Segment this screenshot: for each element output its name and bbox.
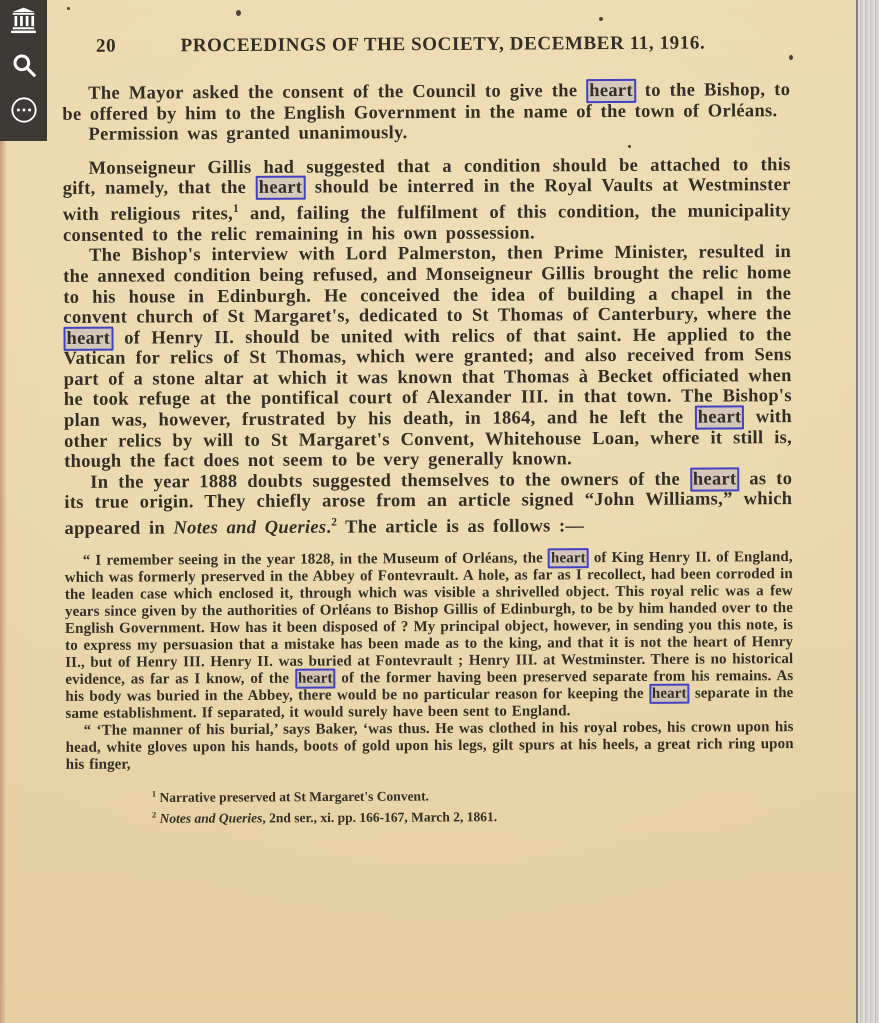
book-page-scan <box>62 32 794 828</box>
ink-speck <box>628 145 631 148</box>
more-options-icon[interactable] <box>9 96 39 124</box>
search-highlight: heart <box>690 467 740 491</box>
search-icon[interactable] <box>9 52 39 80</box>
running-title: PROCEEDINGS OF THE SOCIETY, DECEMBER 11, 1916. <box>180 32 706 57</box>
page-left-fold-edge <box>0 0 7 1023</box>
footnote-marker: 2 <box>331 516 338 529</box>
quote-paragraph: “ I remember seeing in the year 1828, in the Museum of Orléans, the heart of King Henry II. of England, which was formerly preserved in the Abbey of Fontevrault. A hole, as far as I recollect, had been corroded in the leaden case which enclosed it, through which was visible a shrivelled object. This royal relic was a few years since given by the authorities of Orléans to Bishop Gillis of Edinburgh, to be by him handed over to the English Government. How has it been disposed of ? My principal object, however, in sending you this note, is to express my persuasion that a mistake has been made as to the king, and that it is not the heart of Henry II., but of Henry III. Henry II. was buried at Fontevrault ; Henry III. at Westminster. There is no historical evidence, as far as I know, of the heart of the former having been preserved separate from his remains. As his body was buried in the Abbey, there would be no particular reason for keeping the heart separate in the same establishment. If separated, it would surely have been sent to England. <box>64 548 794 722</box>
paragraph: Monseigneur Gillis had suggested that a condition should be attached to this gift, namely, that the heart should be interred in the Royal Vaults at Westminster with religious rites,$^1$ and, failing the fulfilment of this condition, the municipality consented to the relic remaining in his own possession. <box>62 154 791 246</box>
search-highlight: heart <box>649 683 690 703</box>
page-number: 20 <box>95 35 117 57</box>
page-edge-stack[interactable] <box>856 0 879 1023</box>
footnote-marker: 1 <box>232 202 239 215</box>
italic-text: Notes and Queries <box>173 517 327 539</box>
footnote: $^1$ Narrative preserved at St Margaret's Convent. <box>151 788 429 805</box>
ink-speck <box>599 17 603 21</box>
search-highlight: heart <box>295 668 336 688</box>
internet-archive-logo-icon[interactable] <box>9 7 39 35</box>
footnote: $^2$ Notes and Queries, 2nd ser., xi. pp. 166-167, March 2, 1861. <box>151 808 498 826</box>
search-highlight: heart <box>548 548 589 568</box>
search-highlight: heart <box>586 79 636 103</box>
ink-speck <box>236 10 241 16</box>
footnotes <box>66 782 794 828</box>
search-highlight: heart <box>63 326 113 350</box>
ink-speck <box>789 55 793 60</box>
text-column-body <box>62 80 794 774</box>
search-highlight: heart <box>256 176 306 200</box>
footnote-marker: 2 <box>151 810 157 820</box>
footnote-marker: 1 <box>151 789 157 799</box>
paragraph: Permission was granted unanimously. <box>88 123 408 145</box>
paragraph: The Mayor asked the consent of the Council to give the heart to the Bishop, to be offered by him to the English Government in the name of the town of Orléans. <box>62 80 791 125</box>
paragraph: In the year 1888 doubts suggested themselves to the owners of the heart as to its true origin. They chiefly arose from an article signed “John Williams,” which appeared in Notes and Queries.$^2$ The article is as follows :— <box>64 468 793 540</box>
ink-speck <box>67 7 70 10</box>
page-header <box>62 32 790 60</box>
italic-text: Notes and Queries <box>159 810 263 826</box>
reader-toolbar <box>0 0 47 141</box>
quote-paragraph: “ ‘The manner of his burial,’ says Baker, ‘was thus. He was clothed in his royal robes, his crown upon his head, white gloves upon his hands, boots of gold upon his legs, gilt spurs at his heels, a great rich ring upon his finger, <box>65 718 794 773</box>
search-highlight: heart <box>695 405 745 429</box>
paragraph: The Bishop's interview with Lord Palmerston, then Prime Minister, resulted in the annexed condition being refused, and Monseigneur Gillis brought the relic home to his house in Edinburgh. He conceived the idea of building a chapel in the convent church of St Margaret's, dedicated to St Thomas of Canterbury, where the heart of Henry II. should be united with relics of that saint. He applied to the Vatican for relics of St Thomas, which were granted; and also received from Sens part of a stone altar at which it was known that Thomas à Becket officiated when he took refuge at the pontifical court of Alexander III. in that town. The Bishop's plan was, however, frustrated by his death, in 1864, and he left the heart with other relics by will to St Margaret's Convent, Whitehouse Loan, where it still is, though the fact does not seem to be very generally known. <box>63 242 793 473</box>
